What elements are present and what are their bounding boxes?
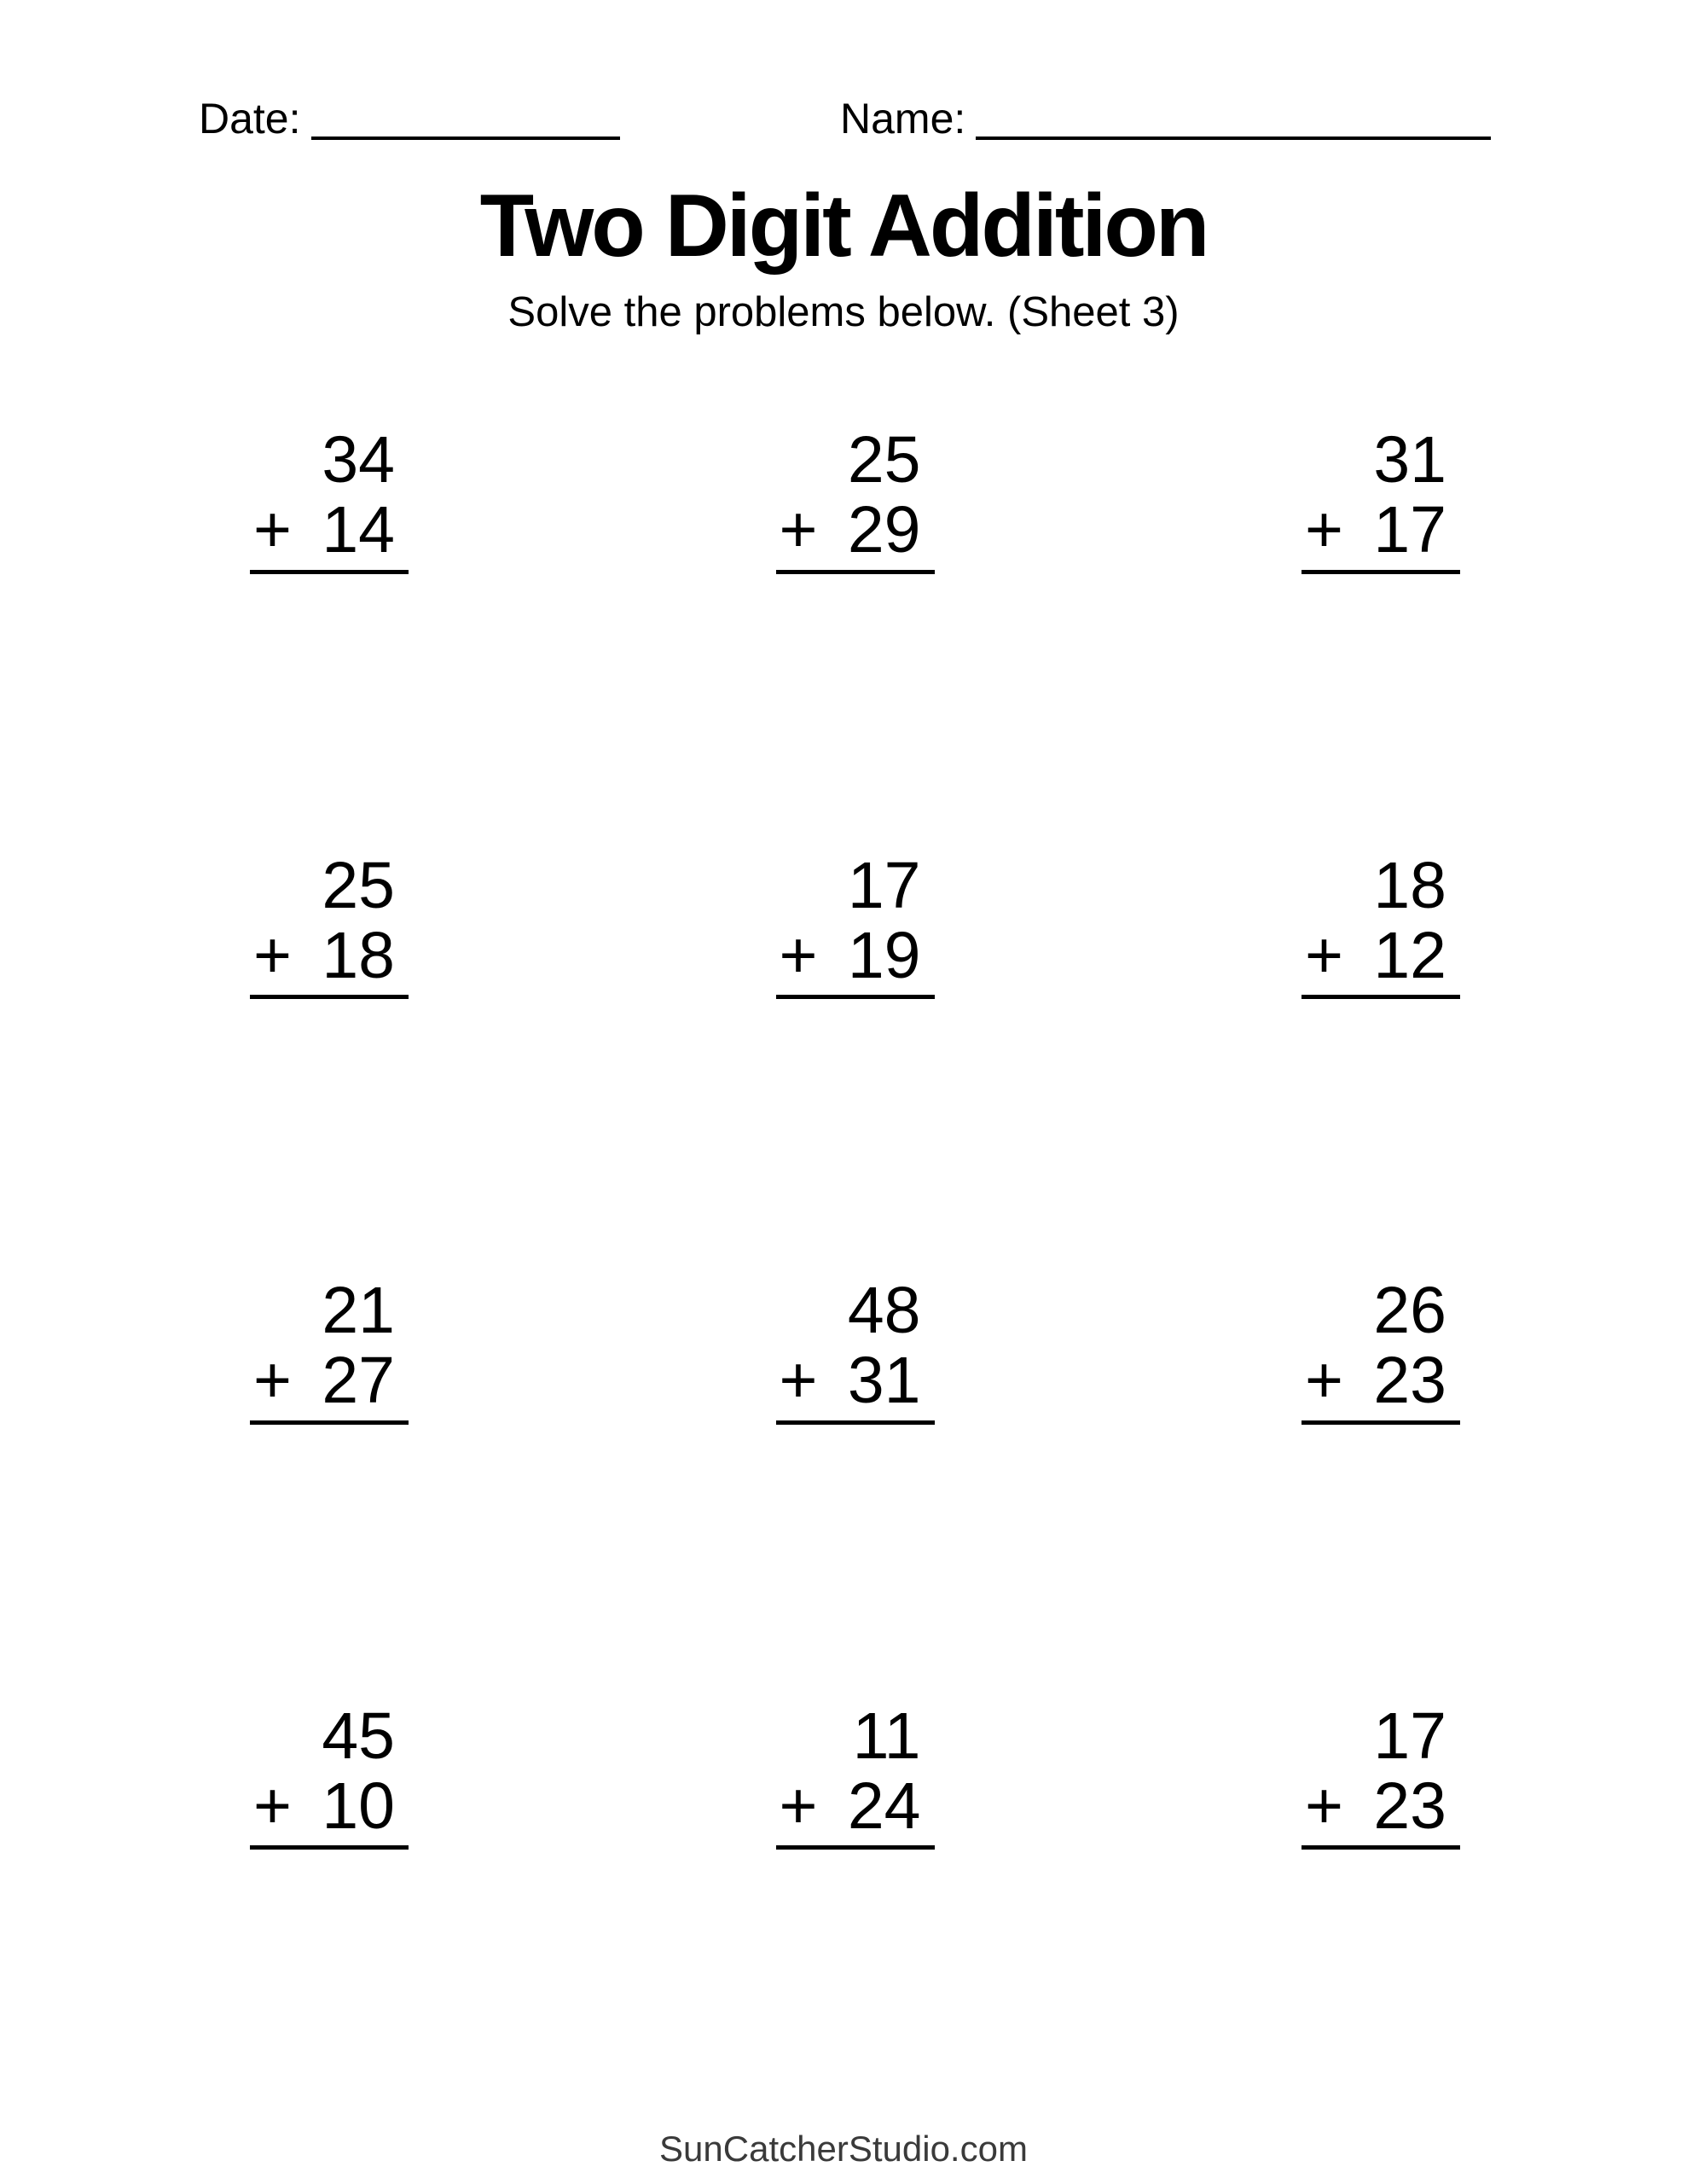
plus-operator: + [779,918,818,992]
answer-line [776,570,935,574]
answer-line [776,1845,935,1850]
problem-second-row [776,493,935,567]
answer-line [250,995,409,999]
answer-line [776,995,935,999]
name-label: Name: [840,95,966,142]
problem-second-row [250,1344,409,1418]
answer-line [1301,1420,1460,1425]
problem-second-row [250,493,409,567]
problem-top-operand: 21 [322,1274,395,1348]
addition-problem [776,1274,935,1425]
problem-top-operand: 18 [1373,848,1446,922]
answer-line [1301,995,1460,999]
addition-problem [1301,423,1460,574]
problem-bottom-operand: 19 [847,918,921,992]
problem-second-row [776,1769,935,1844]
problem-second-row [1301,493,1460,567]
plus-operator: + [779,1344,818,1418]
problem-top-operand: 17 [847,848,921,922]
problem-bottom-operand: 17 [1373,493,1446,567]
addition-problem [776,423,935,574]
problem-top-operand: 26 [1373,1274,1446,1348]
addition-problem [1301,848,1460,1000]
addition-problem [1301,1274,1460,1425]
answer-line [776,1420,935,1425]
problem-bottom-operand: 23 [1373,1769,1446,1844]
addition-problem [250,1699,409,1850]
header-row [199,96,1491,142]
problem-bottom-operand: 27 [322,1344,395,1418]
answer-line [250,1420,409,1425]
problem-bottom-operand: 18 [322,918,395,992]
problem-bottom-operand: 23 [1373,1344,1446,1418]
page-title: Two Digit Addition [479,177,1208,276]
plus-operator: + [253,1344,292,1418]
problem-bottom-operand: 24 [847,1769,921,1844]
addition-problem [250,1274,409,1425]
problem-top-operand: 31 [1373,423,1446,497]
name-field [840,96,1491,142]
problem-top-operand: 25 [847,423,921,497]
addition-problem [1301,1699,1460,1850]
date-blank-line [311,131,620,140]
plus-operator: + [779,493,818,567]
plus-operator: + [1305,493,1343,567]
problem-top-operand: 45 [322,1699,395,1773]
problem-second-row [1301,1344,1460,1418]
plus-operator: + [253,918,292,992]
problem-bottom-operand: 29 [847,493,921,567]
plus-operator: + [1305,1344,1343,1418]
problem-bottom-operand: 10 [322,1769,395,1844]
problem-top-operand: 34 [322,423,395,497]
plus-operator: + [253,1769,292,1844]
problem-second-row [250,1769,409,1844]
plus-operator: + [1305,1769,1343,1844]
addition-problem [776,1699,935,1850]
answer-line [250,1845,409,1850]
problem-bottom-operand: 14 [322,493,395,567]
problem-top-operand: 17 [1373,1699,1446,1773]
answer-line [1301,1845,1460,1850]
problem-top-operand: 11 [852,1699,921,1773]
addition-problem [250,423,409,574]
addition-problem [250,848,409,1000]
problem-top-operand: 25 [322,848,395,922]
answer-line [1301,570,1460,574]
problem-second-row [776,1344,935,1418]
problem-top-operand: 48 [847,1274,921,1348]
problem-bottom-operand: 12 [1373,918,1446,992]
addition-problem [776,848,935,1000]
page-subtitle: Solve the problems below. (Sheet 3) [507,289,1180,335]
date-label: Date: [199,95,301,142]
plus-operator: + [779,1769,818,1844]
plus-operator: + [253,493,292,567]
plus-operator: + [1305,918,1343,992]
problem-bottom-operand: 31 [847,1344,921,1418]
problem-second-row [1301,1769,1460,1844]
problem-second-row [1301,918,1460,992]
problems-grid [250,423,1460,1850]
footer-site-credit: SunCatcherStudio.com [659,2129,1028,2169]
problem-second-row [776,918,935,992]
answer-line [250,570,409,574]
problem-second-row [250,918,409,992]
date-field [199,96,620,142]
name-blank-line [976,131,1491,140]
